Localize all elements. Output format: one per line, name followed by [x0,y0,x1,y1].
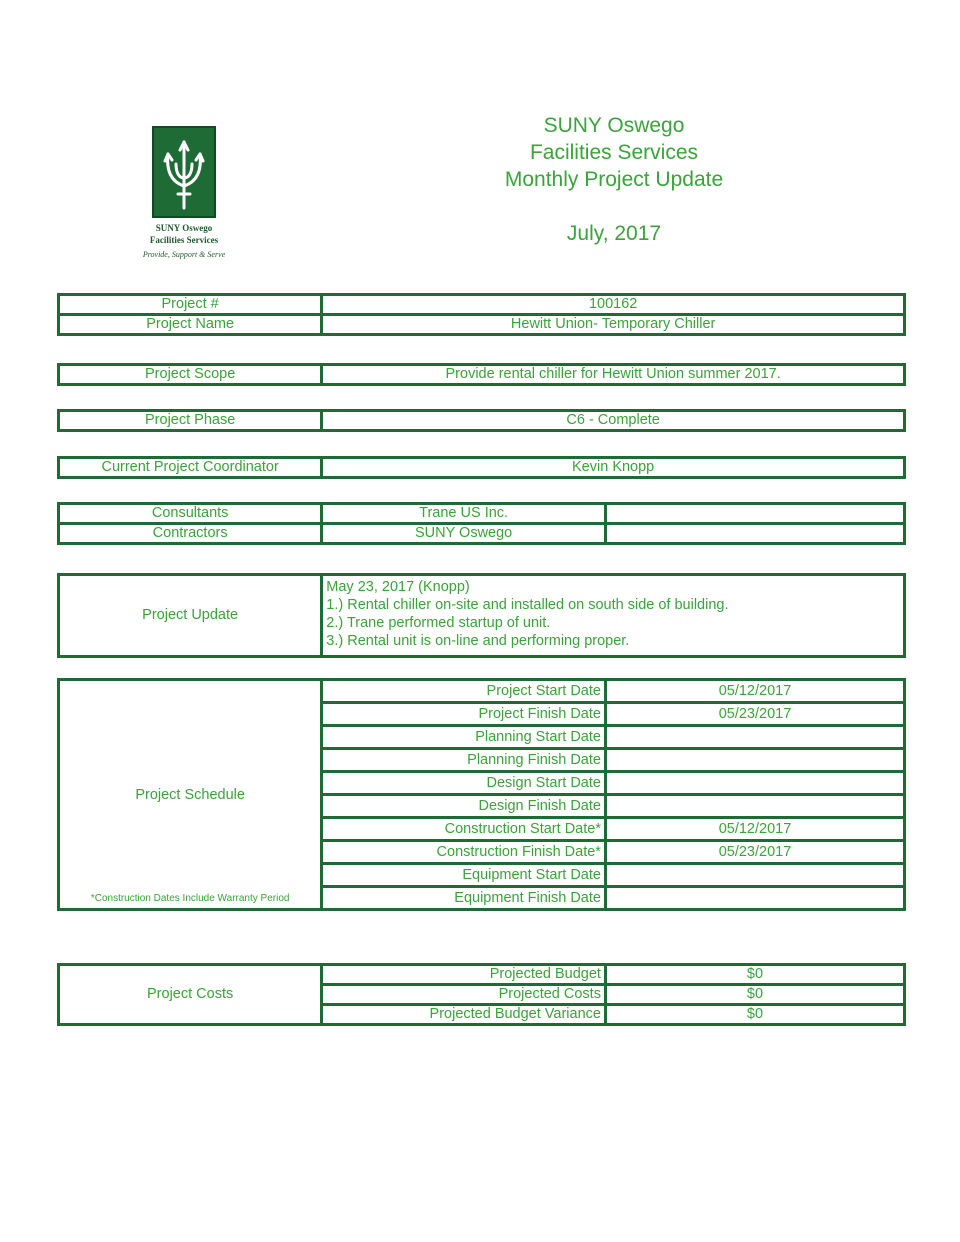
table-row [59,524,905,544]
contractors-label: Contractors [59,524,322,544]
project-costs-label: Project Costs [59,965,322,1025]
costs-row-value: $0 [605,965,904,985]
schedule-row-label: Equipment Finish Date [322,887,606,910]
contractors-value: SUNY Oswego [322,524,606,544]
table-row [59,411,905,431]
schedule-row-label: Design Start Date [322,772,606,795]
schedule-row-value [605,772,904,795]
schedule-row-label: Project Finish Date [322,703,606,726]
page-header [470,112,758,193]
project-name-value: Hewitt Union- Temporary Chiller [322,315,905,335]
consultants-table [57,502,906,545]
table-row [59,365,905,385]
schedule-row-value: 05/12/2017 [605,818,904,841]
coordinator-label: Current Project Coordinator [59,458,322,478]
schedule-row-value [605,887,904,910]
header-line-2: Facilities Services [529,141,699,164]
project-phase-value: C6 - Complete [322,411,905,431]
costs-row-label: Projected Budget [322,965,606,985]
report-date: July, 2017 [566,222,662,245]
table-row [59,965,905,985]
project-update-table [57,573,906,658]
consultants-value: Trane US Inc. [322,504,606,524]
schedule-row-value: 05/23/2017 [605,841,904,864]
table-row [59,575,905,657]
trident-icon [152,126,216,218]
costs-row-label: Projected Budget Variance [322,1005,606,1025]
update-line: 3.) Rental unit is on-line and performing proper. [326,633,630,649]
project-phase-table [57,409,906,432]
coordinator-value: Kevin Knopp [322,458,905,478]
schedule-row-value [605,726,904,749]
logo-line-1: SUNY Oswego [155,223,213,233]
project-scope-value: Provide rental chiller for Hewitt Union summer 2017. [322,365,905,385]
schedule-row-value [605,864,904,887]
consultants-extra-cell [605,504,904,524]
project-schedule-label: Project Schedule [135,786,245,803]
table-row [59,504,905,524]
logo-line-2: Facilities Services [149,235,219,245]
schedule-row-label: Construction Start Date* [322,818,606,841]
project-phase-label: Project Phase [59,411,322,431]
project-coordinator-table [57,456,906,479]
schedule-row-label: Design Finish Date [322,795,606,818]
costs-row-value: $0 [605,985,904,1005]
schedule-row-value [605,795,904,818]
header-line-1: SUNY Oswego [543,114,685,137]
project-id-table [57,293,906,336]
header-line-3: Monthly Project Update [504,168,724,191]
consultants-label: Consultants [59,504,322,524]
table-row [59,458,905,478]
project-scope-table [57,363,906,386]
costs-row-label: Projected Costs [322,985,606,1005]
update-line: 1.) Rental chiller on-site and installed on south side of building. [326,597,729,613]
project-update-label: Project Update [59,575,322,657]
schedule-row-label: Construction Finish Date* [322,841,606,864]
project-schedule-label-cell [59,680,322,910]
costs-row-value: $0 [605,1005,904,1025]
project-schedule-table [57,678,906,911]
schedule-row-value: 05/12/2017 [605,680,904,703]
schedule-row-value [605,749,904,772]
project-update-notes [322,575,905,657]
schedule-row-label: Planning Start Date [322,726,606,749]
schedule-row-label: Equipment Start Date [322,864,606,887]
project-scope-label: Project Scope [59,365,322,385]
project-name-label: Project Name [59,315,322,335]
schedule-row-label: Project Start Date [322,680,606,703]
schedule-row-label: Planning Finish Date [322,749,606,772]
logo-tagline: Provide, Support & Serve [142,250,226,259]
project-number-label: Project # [59,295,322,315]
logo [120,126,248,259]
schedule-warranty-note: *Construction Dates Include Warranty Period [90,893,290,904]
contractors-extra-cell [605,524,904,544]
project-number-value: 100162 [322,295,905,315]
table-row [59,680,905,703]
table-row [59,295,905,315]
update-line: 2.) Trane performed startup of unit. [326,615,551,631]
table-row [59,315,905,335]
schedule-row-value: 05/23/2017 [605,703,904,726]
update-line: May 23, 2017 (Knopp) [326,579,470,595]
project-costs-table [57,963,906,1026]
